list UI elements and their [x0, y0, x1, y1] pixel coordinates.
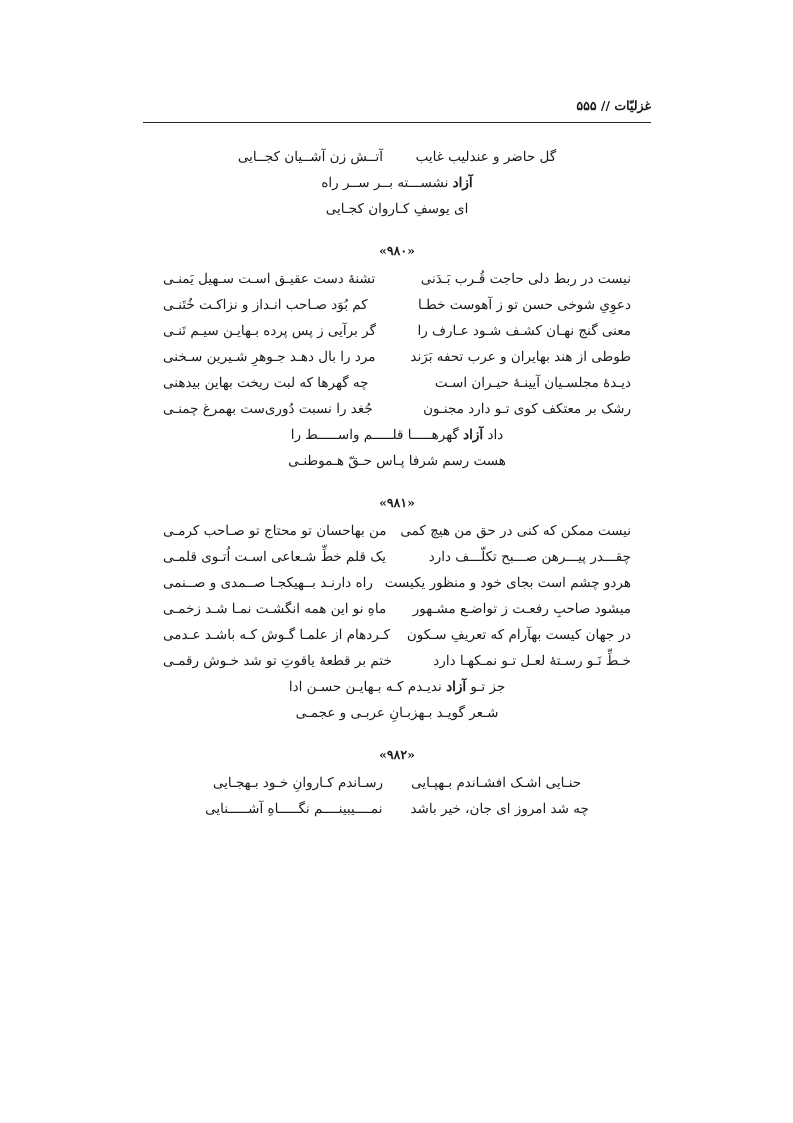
first-hemistich: چه شد امروز ای جان، خیر باشد: [410, 801, 589, 817]
hemistich: نشســـته بــر ســر راه: [321, 175, 449, 191]
second-hemistich: تشنهٔ دست عقیـق اسـت سـهیل یَمنـی: [163, 271, 376, 287]
ghazal-number: «۹۸۰»: [379, 243, 415, 258]
hemistich-part: جز تـو: [470, 679, 506, 695]
ghazal-981: [143, 492, 651, 726]
couplet: [143, 370, 651, 396]
couplet: [143, 518, 651, 544]
second-hemistich: کم بُوَد صـاحب انـداز و نزاکـت خُتَنـی: [163, 297, 368, 313]
first-hemistich: میشود صاحبِ رفعـت ز تواضـع مشـهور: [412, 601, 631, 617]
first-hemistich: نیست ممکن که کنی در حق من هیچ کمی: [400, 523, 631, 539]
intro-stanza: [143, 144, 651, 222]
hemistich: گل حاضر و عندلیب غایب: [415, 149, 557, 165]
first-hemistich: خـطِّ نَـو رسـتهٔ لعـل تـو نمـکهـا دارد: [433, 653, 631, 669]
second-hemistich: نمــــیبینــــم نگـــــاهِ آشـــــنایی: [205, 801, 383, 817]
first-hemistich: نیست در ربط دلی حاجت قُـرب بَـدَنی: [420, 271, 631, 287]
couplet: [143, 292, 651, 318]
first-hemistich: چقـــدر پیـــرهن صـــبح تکلّـــف دارد: [428, 549, 631, 565]
poet-name: آزاد: [446, 679, 467, 695]
hemistich-part: گهرهـــــا قلـــــم واســـــط را: [290, 427, 459, 443]
couplet: [143, 266, 651, 292]
second-hemistich: مرد را بال دهـد جـوهرِ شـیرین سـخنی: [163, 349, 376, 365]
intro-line: [321, 170, 472, 196]
poet-name: آزاد: [452, 175, 473, 191]
first-hemistich: دعوِیِ شوخی حسن تو ز آهوست خطـا: [417, 297, 631, 313]
second-hemistich: ماهِ نو این همه انگشـت نمـا شـد زخمـی: [163, 601, 387, 617]
ghazal-982: [143, 744, 651, 822]
ghazal-980: [143, 240, 651, 474]
couplet: [143, 570, 651, 596]
second-hemistich: ختم بر قطعهٔ یاقوتِ تو شد خـوش رقمـی: [163, 653, 392, 669]
couplet: [143, 648, 651, 674]
closing-line: [291, 422, 504, 448]
closing-couplet: [143, 422, 651, 474]
first-hemistich: رشک بر معتکف کوی تـو دارد مجنـون: [423, 401, 631, 417]
closing-couplet: [143, 674, 651, 726]
hemistich: هست رسم شرفا پـاس حـقّ هـموطنـی: [288, 453, 506, 469]
hemistich-part: داد: [487, 427, 504, 443]
second-hemistich: من بهاحسان تو محتاج تو صـاحب کرمـی: [163, 523, 387, 539]
second-hemistich: رسـاندم کـاروانِ خـود بـهجـایی: [212, 775, 384, 791]
first-hemistich: طوطی از هند بهایران و عرب تحفه بَرَند: [410, 349, 631, 365]
couplet: [143, 622, 651, 648]
closing-line: [289, 674, 505, 700]
hemistich: آتــش زن آشــیان کجــایی: [237, 149, 384, 165]
first-hemistich: هردو چشم است بجای خود و منظور یکیست: [384, 575, 631, 591]
couplet: [143, 596, 651, 622]
couplet: [143, 770, 651, 796]
closing-line: [296, 700, 499, 726]
couplet-list: [143, 518, 651, 674]
running-head: غزلیّات // ۵۵۵: [576, 98, 651, 113]
couplet-list: [143, 266, 651, 422]
couplet: [143, 796, 651, 822]
couplet: [143, 318, 651, 344]
second-hemistich: راه دارنـد بــهیکجـا صــمدی و صــنمی: [163, 575, 373, 591]
second-hemistich: یک قلم خطِّ شـعاعی اسـت اُتـوی قلمـی: [163, 549, 387, 565]
couplet: [143, 396, 651, 422]
ghazal-number: «۹۸۱»: [379, 495, 415, 510]
hemistich: ای یوسفِ کـاروان کجـایی: [325, 201, 469, 217]
second-hemistich: چه گهرها که لبت ریخت بهاین بیدهنی: [163, 375, 369, 391]
intro-line: [238, 144, 556, 170]
intro-line: [326, 196, 469, 222]
first-hemistich: معنی گنج نهـان کشـف شـود عـارف را: [417, 323, 631, 339]
second-hemistich: گر برآیی ز پس پرده بـهایـن سیـم تَنـی: [163, 323, 377, 339]
page-content: [143, 144, 651, 822]
page-header: [143, 96, 651, 123]
closing-line: [288, 448, 506, 474]
couplet: [143, 544, 651, 570]
first-hemistich: در جهان کیست بهآرام که تعریفِ سـکون: [406, 627, 631, 643]
ghazal-number: «۹۸۲»: [379, 747, 415, 762]
couplet-list: [143, 770, 651, 822]
first-hemistich: حنـایی اشـک افشـاندم بـهپـایی: [411, 775, 582, 791]
hemistich: شـعر گویـد بـهزبـانِ عربـی و عجمـی: [295, 705, 499, 721]
poet-name: آزاد: [463, 427, 484, 443]
hemistich-part: ندیـدم کـه بـهایـن حسـن ادا: [288, 679, 442, 695]
first-hemistich: دیـدهٔ مجلسـیان آیینـهٔ حیـران اسـت: [434, 375, 631, 391]
couplet: [143, 344, 651, 370]
second-hemistich: جُغد را نسبت دُوری‌ست بهمرغ چمنـی: [163, 401, 373, 417]
second-hemistich: کـردهام از علمـا گـوش کـه باشـد عـدمی: [163, 627, 391, 643]
